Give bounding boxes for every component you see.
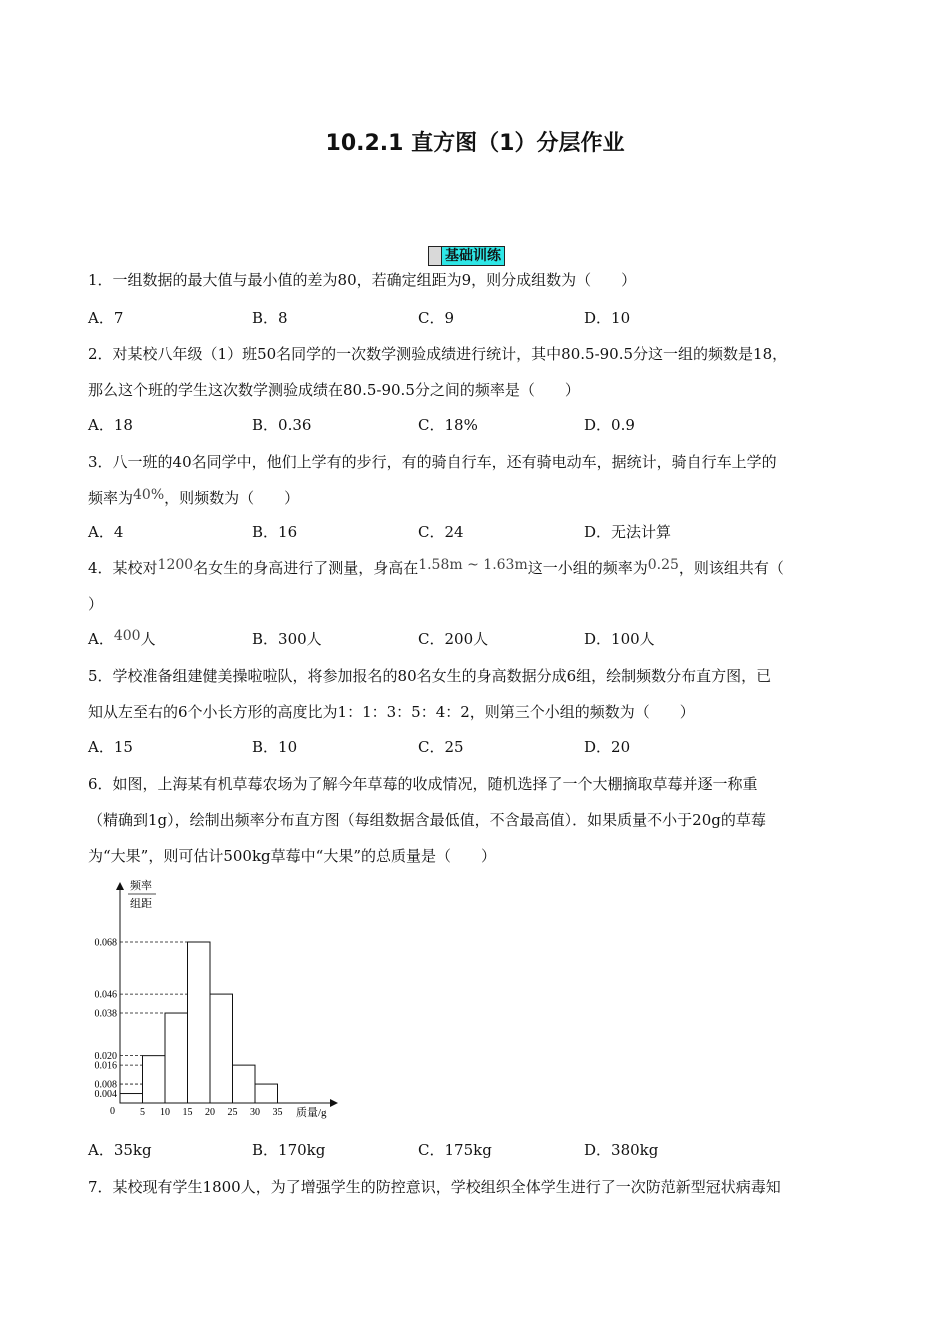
q3-option-c: C．24	[418, 523, 464, 541]
x-tick-label: 35	[272, 1107, 283, 1118]
q3-text-a: 频率为	[88, 489, 134, 507]
x-tick-label: 15	[182, 1107, 193, 1118]
q3-option-d: D．无法计算	[584, 523, 672, 541]
q6-option-a: A．35kg	[88, 1141, 152, 1159]
q2-option-a: A．18	[88, 416, 133, 434]
x-tick-label: 25	[227, 1107, 238, 1118]
q4-math-height-range: 1.58m ~ 1.63m	[418, 557, 528, 573]
question-5-line-1: 5．学校准备组建健美操啦啦队，将参加报名的80名女生的身高数据分成6组，绘制频数分布直方图，已	[88, 667, 772, 685]
question-2-line-1: 2．对某校八年级（1）班50名同学的一次数学测验成绩进行统计，其中80.5-90.5分这一组的频数是18，	[88, 345, 788, 363]
q1-option-d: D．10	[584, 309, 631, 327]
q2-option-d: D．0.9	[584, 416, 635, 434]
histogram-bar-3	[188, 942, 211, 1103]
y-tick-label: 0.038	[94, 1008, 117, 1020]
histogram-bar-2	[165, 1013, 188, 1103]
question-3-line-2	[88, 488, 299, 509]
q4-option-d: D．100人	[584, 630, 655, 648]
question-4-line-2: ）	[88, 595, 104, 613]
x-tick-label: 10	[160, 1107, 170, 1118]
q4-text-4: ，则该组共有（	[678, 559, 784, 577]
x-tick-label: 30	[250, 1107, 260, 1118]
q5-option-c: C．25	[418, 738, 464, 756]
question-1: 1．一组数据的最大值与最小值的差为80，若确定组距为9，则分成组数为（ ）	[88, 271, 637, 289]
q4-math-025: 0.25	[647, 557, 679, 573]
q5-option-d: D．20	[584, 738, 631, 756]
y-axis-label-top: 频率	[130, 880, 152, 892]
y-axis-arrow	[116, 882, 124, 890]
y-axis-label-bottom: 组距	[130, 898, 152, 910]
q4-option-a-math: 400	[113, 628, 141, 644]
q4-option-c: C．200人	[418, 630, 489, 648]
section-label: 基础训练	[442, 247, 504, 265]
y-tick-label: 0.004	[94, 1089, 117, 1101]
y-tick-label: 0.016	[94, 1060, 117, 1072]
question-5-line-2: 知从左至右的6个小长方形的高度比为1：1：3：5：4：2，则第三个小组的频数为（ ）	[88, 703, 695, 721]
q4-option-a-prefix: A．	[88, 630, 114, 648]
histogram-bar-1	[143, 1056, 166, 1103]
q4-text-3: 这一小组的频率为	[527, 559, 648, 577]
q4-option-b: B．300人	[252, 630, 322, 648]
x-tick-label: 20	[205, 1107, 215, 1118]
page-title: 10.2.1 直方图（1）分层作业	[325, 131, 625, 156]
section-header	[428, 246, 505, 266]
section-marker	[429, 247, 442, 265]
q4-text-1: 4．某校对	[88, 559, 158, 577]
histogram-bar-6	[255, 1084, 278, 1103]
question-6-line-2: （精确到1g），绘制出频率分布直方图（每组数据含最低值，不含最高值）．如果质量不小于20g的草莓	[88, 811, 766, 829]
q4-option-a	[88, 629, 156, 650]
x-tick-label: 5	[140, 1107, 145, 1118]
q3-option-a: A．4	[88, 523, 124, 541]
q6-option-c: C．175kg	[418, 1141, 492, 1159]
histogram-bar-4	[210, 994, 233, 1103]
y-tick-label: 0.046	[94, 989, 117, 1001]
q4-text-2: 名女生的身高进行了测量，身高在	[193, 559, 419, 577]
q2-option-c: C．18%	[418, 416, 478, 434]
q1-option-a: A．7	[88, 309, 124, 327]
y-tick-label: 0.008	[94, 1079, 117, 1091]
q6-option-b: B．170kg	[252, 1141, 326, 1159]
histogram-bar-0	[120, 1094, 143, 1103]
q1-option-b: B．8	[252, 309, 288, 327]
q6-option-d: D．380kg	[584, 1141, 659, 1159]
question-2-line-2: 那么这个班的学生这次数学测验成绩在80.5-90.5分之间的频率是（ ）	[88, 381, 580, 399]
question-6-line-3: 为“大果”，则可估计500kg草莓中“大果”的总质量是（ ）	[88, 847, 496, 865]
q2-option-b: B．0.36	[252, 416, 312, 434]
histogram-bar-5	[233, 1065, 256, 1103]
q1-option-c: C．9	[418, 309, 455, 327]
question-3-line-1: 3．八一班的40名同学中，他们上学有的步行，有的骑自行车，还有骑电动车，据统计，骑自行车上学的	[88, 453, 777, 471]
question-6-line-1: 6．如图，上海某有机草莓农场为了解今年草莓的收成情况，随机选择了一个大棚摘取草莓并逐一称重	[88, 775, 758, 793]
x-axis-arrow	[330, 1099, 338, 1107]
q5-option-b: B．10	[252, 738, 298, 756]
q3-option-b: B．16	[252, 523, 298, 541]
question-4-line-1	[88, 558, 784, 579]
q3-math-40pct: 40%	[133, 487, 165, 503]
question-7-line-1: 7．某校现有学生1800人，为了增强学生的防控意识，学校组织全体学生进行了一次防范新型冠状病毒知	[88, 1178, 781, 1196]
y-tick-label: 0.020	[94, 1051, 117, 1063]
x-axis-label: 质量/g	[296, 1107, 327, 1119]
q4-option-a-suffix: 人	[140, 630, 156, 648]
frequency-histogram	[84, 878, 354, 1126]
y-tick-label: 0.068	[94, 937, 117, 949]
q3-text-b: ，则频数为（ ）	[164, 489, 300, 507]
q4-math-1200: 1200	[157, 557, 194, 573]
origin-label: 0	[110, 1106, 115, 1117]
q5-option-a: A．15	[88, 738, 133, 756]
